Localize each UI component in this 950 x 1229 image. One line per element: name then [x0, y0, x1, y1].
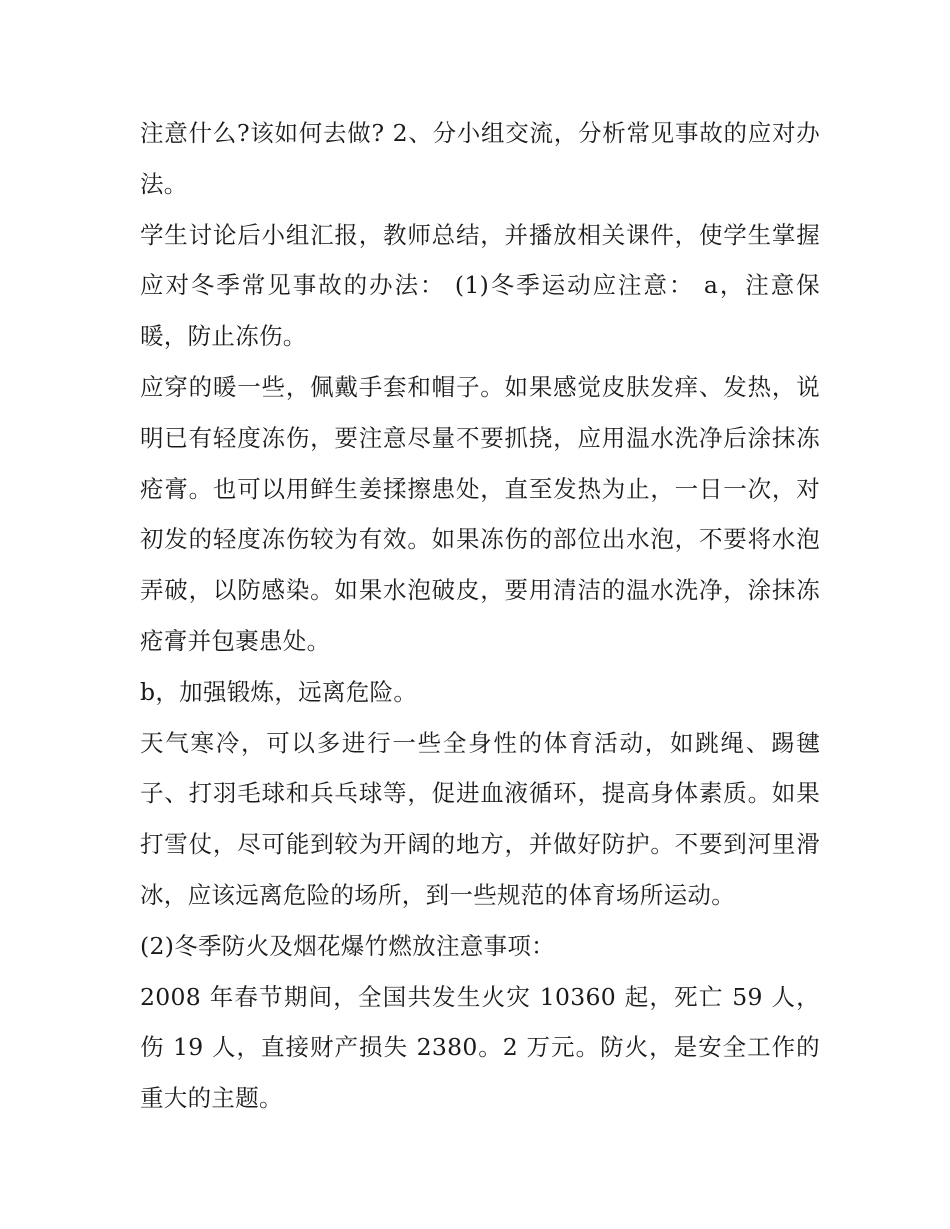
paragraph-5: 天气寒冷，可以多进行一些全身性的体育活动，如跳绳、踢毽子、打羽毛球和兵乓球等，促进血液循环，提高身体素质。如果打雪仗，尽可能到较为开阔的地方，并做好防护。不要到河里滑冰，应该远离危险的场所，到一些规范的体育场所运动。 [140, 728, 820, 909]
paragraph-1: 注意什么?该如何去做? 2、分小组交流，分析常见事故的应对办法。 [140, 119, 820, 198]
paragraph-7: 2008 年春节期间，全国共发生火灾 10360 起，死亡 59 人，伤 19 人，直接财产损失 2380。2 万元。防火，是安全工作的重大的主题。 [140, 982, 820, 1113]
paragraph-2: 学生讨论后小组汇报，教师总结，并播放相关课件，使学生掌握应对冬季常见事故的办法： (1)冬季运动应注意： a，注意保暖，防止冻伤。 [140, 220, 820, 351]
paragraph-3: 应穿的暖一些，佩戴手套和帽子。如果感觉皮肤发痒、发热，说明已有轻度冻伤，要注意尽量不要抓挠，应用温水洗净后涂抹冻疮膏。也可以用鲜生姜揉擦患处，直至发热为止，一日一次，对初发的轻度冻伤较为有效。如果冻伤的部位出水泡，不要将水泡弄破，以防感染。如果水泡破皮，要用清洁的温水洗净，涂抹冻疮膏并包裹患处。 [140, 372, 820, 655]
document-body [140, 108, 820, 1124]
paragraph-4: b，加强锻炼，远离危险。 [140, 677, 418, 706]
paragraph-6: (2)冬季防火及烟花爆竹燃放注意事项： [140, 931, 555, 960]
